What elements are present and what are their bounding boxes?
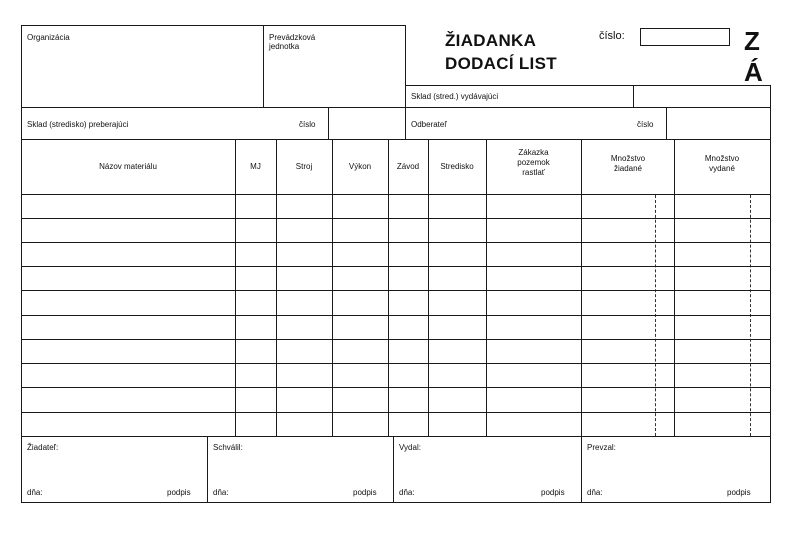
header-line-title-bottom (405, 85, 771, 86)
col-header-center: Stredisko (440, 162, 474, 171)
requester-date-label: dňa: (27, 488, 43, 497)
header-line-issuing-bottom (405, 107, 771, 108)
approver-date-label: dňa: (213, 488, 229, 497)
col-header-material: Názov materiálu (99, 162, 157, 171)
big-letter-z: Z (744, 26, 760, 56)
number-field[interactable] (640, 28, 730, 46)
header-divider-receiving-number (328, 107, 329, 139)
col-header-plant: Závod (396, 162, 420, 171)
footer-divider (581, 436, 582, 502)
col-header-machine: Stroj (295, 162, 313, 171)
frame-left (21, 25, 22, 503)
big-letter-a: Á (744, 57, 763, 87)
receiver-date-label: dňa: (587, 488, 603, 497)
col-header-order: Zákazka pozemok rastlať (517, 148, 550, 177)
frame-top-left (21, 25, 405, 26)
unit-label: Prevádzková jednotka (269, 33, 316, 51)
form-title-line2: DODACÍ LIST (445, 54, 557, 73)
issuer-date-label: dňa: (399, 488, 415, 497)
number-label: číslo: (599, 30, 625, 42)
frame-bottom (21, 502, 771, 503)
col-header-unit: MJ (250, 162, 261, 171)
receiver-label: Prevzal: (587, 443, 616, 452)
table-bottom (21, 436, 771, 437)
row-line (21, 339, 771, 340)
col-header-output: Výkon (348, 162, 372, 171)
customer-number-label: číslo (637, 120, 654, 129)
col-header-issued: Množstvo vydané (704, 154, 740, 173)
row-line (21, 315, 771, 316)
organization-label: Organizácia (27, 33, 70, 42)
issuer-label: Vydal: (399, 443, 421, 452)
requester-label: Žiadateľ: (27, 443, 59, 452)
delivery-note-form (21, 25, 771, 503)
approver-label: Schválil: (213, 443, 243, 452)
footer-divider (393, 436, 394, 502)
footer-divider (207, 436, 208, 502)
row-line (21, 242, 771, 243)
row-line (21, 218, 771, 219)
row-line (21, 412, 771, 413)
header-divider-customer-number (666, 107, 667, 139)
row-line (21, 290, 771, 291)
row-line (21, 266, 771, 267)
row-line (21, 363, 771, 364)
header-line-org-bottom (21, 107, 405, 108)
warehouse-receiving-number-label: číslo (299, 120, 316, 129)
col-header-requested: Množstvo žiadané (610, 154, 646, 173)
row-line (21, 387, 771, 388)
header-divider-issuing (633, 85, 634, 107)
header-divider-title (405, 25, 406, 139)
requester-signature-label: podpis (167, 488, 191, 497)
receiver-signature-label: podpis (727, 488, 751, 497)
approver-signature-label: podpis (353, 488, 377, 497)
issuer-signature-label: podpis (541, 488, 565, 497)
customer-label: Odberateľ (411, 120, 447, 129)
warehouse-receiving-label: Sklad (stredisko) preberajúci (27, 120, 129, 129)
warehouse-issuing-label: Sklad (stred.) vydávajúci (411, 92, 499, 101)
header-divider-org-unit (263, 25, 264, 107)
table-header-bottom (21, 194, 771, 195)
form-title-line1: ŽIADANKA (445, 31, 537, 50)
table-header (21, 140, 771, 194)
